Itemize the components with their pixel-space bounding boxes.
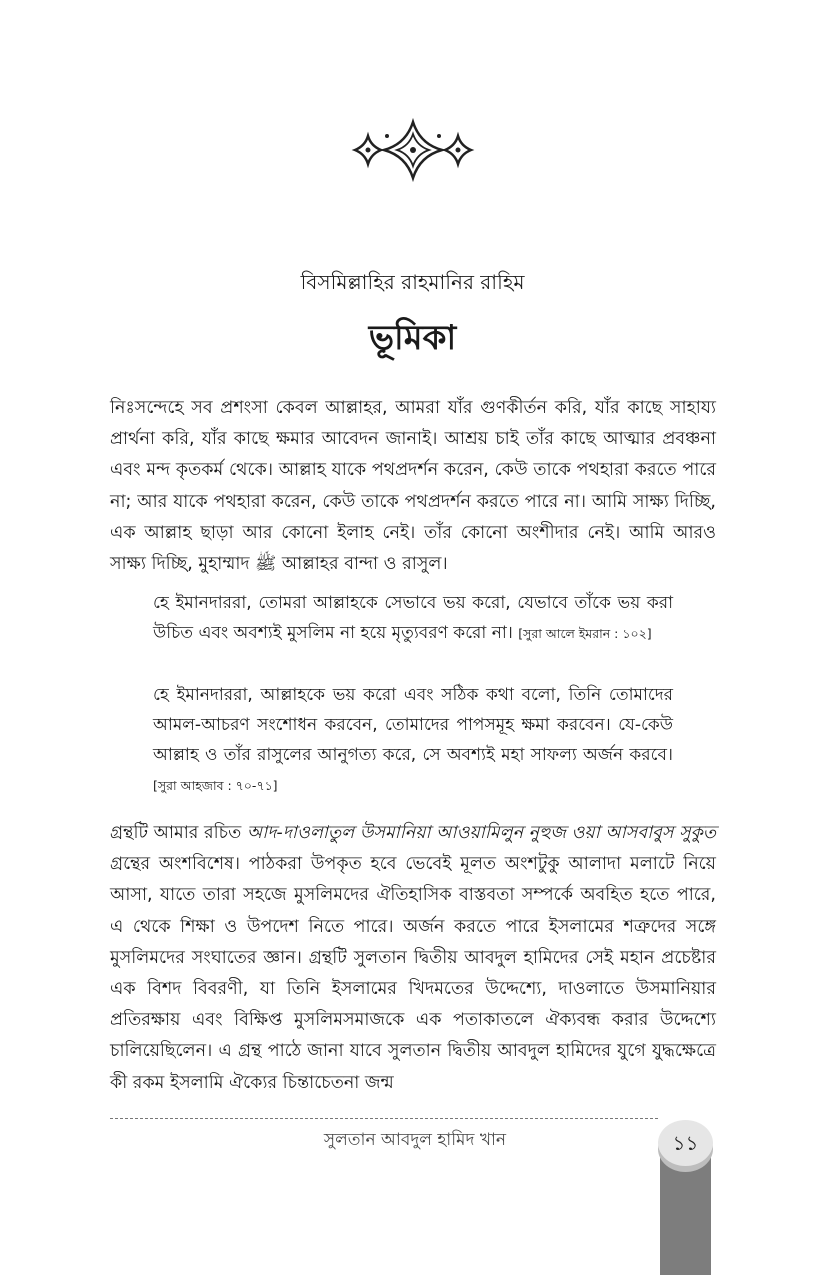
- paragraph-2-rest: গ্রন্থের অংশবিশেষ। পাঠকরা উপকৃত হবে ভেবেই মূলত অংশটুকু আলাদা মলাটে নিয়ে আসা, যাতে তারা সহজে মুসলিমদের ঐতিহাসিক বাস্তবতা সম্পর্কে অবহিত হতে পারে, এ থেকে শিক্ষা ও উপদেশ নিতে পারে। অর্জন করতে পারে ইসলামের শত্রুদের সঙ্গে মুসলিমদের সংঘাতের জ্ঞান। গ্রন্থটি সুলতান দ্বিতীয় আবদুল হামিদের সেই মহান প্রচেষ্টার এক বিশদ বিবরণী, যা তিনি ইসলামের খিদমতের উদ্দেশ্যে, দাওলাতে উসমানিয়ার প্রতিরক্ষায় এবং বিক্ষিপ্ত মুসলিমসমাজকে এক পতাকাতলে ঐক্যবন্ধ করার উদ্দেশ্যে চালিয়েছিলেন। এ গ্রন্থ পাঠে জানা যাবে সুলতান দ্বিতীয় আবদুল হামিদের যুগে যুদ্ধক্ষেত্রে কী রকম ইসলামি ঐক্যের চিন্তাচেতনা জন্ম: [110, 854, 716, 1093]
- quote-1-reference: [সুরা আলে ইমরান : ১০২]: [518, 626, 652, 641]
- intro-paragraph: নিঃসন্দেহে সব প্রশংসা কেবল আল্লাহর, আমরা যাঁর গুণকীর্তন করি, যাঁর কাছে সাহায্য প্রার্থনা করি, যাঁর কাছে ক্ষমার আবেদন জানাই। আশ্রয় চাই তাঁর কাছে আত্মার প্রবঞ্চনা এবং মন্দ কৃতকর্ম থেকে। আল্লাহ যাকে পথপ্রদর্শন করেন, কেউ তাকে পথহারা করতে পারে না; আর যাকে পথহারা করেন, কেউ তাকে পথপ্রদর্শন করতে পারে না। আমি সাক্ষ্য দিচ্ছি, এক আল্লাহ ছাড়া আর কোনো ইলাহ নেই। তাঁর কোনো অংশীদার নেই। আমি আরও সাক্ষ্য দিচ্ছি, মুহাম্মাদ ﷺ আল্লাহর বান্দা ও রাসুল।: [110, 398, 716, 575]
- book-title-italic: আদ-দাওলাতুল উসমানিয়া আওয়ামিলুন নুহুজ ওয়া আসবাবুস সুকুত: [246, 823, 716, 843]
- quote-block-1: [153, 588, 673, 649]
- page-number: ১১: [658, 1120, 713, 1166]
- running-title: সুলতান আবদুল হামিদ খান: [323, 1130, 507, 1150]
- bismillah-line: বিসমিল্লাহির রাহমানির রাহিম: [300, 270, 525, 294]
- paragraph-2-start: গ্রন্থটি আমার রচিত: [110, 823, 247, 843]
- quote-block-2: [153, 680, 673, 801]
- footer-divider: [110, 1118, 658, 1119]
- decorative-ornament-icon: [350, 118, 476, 182]
- book-description-paragraph: [110, 818, 716, 1099]
- quote-2-reference: [সুরা আহজাব : ৭০-৭১]: [153, 778, 278, 793]
- page-title: ভূমিকা: [368, 318, 457, 358]
- quote-2-text: হে ইমানদাররা, আল্লাহকে ভয় করো এবং সঠিক কথা বলো, তিনি তোমাদের আমল-আচরণ সংশোধন করবেন, তোমাদের পাপসমূহ ক্ষমা করবেন। যে-কেউ আল্লাহ ও তাঁর রাসুলের আনুগত্য করে, সে অবশ্যই মহা সাফল্য অর্জন করবে।: [153, 685, 673, 765]
- quote-1-text: হে ইমানদাররা, তোমরা আল্লাহকে সেভাবে ভয় করো, যেভাবে তাঁকে ভয় করা উচিত এবং অবশ্যই মুসলিম না হয়ে মৃত্যুবরণ করো না।: [153, 593, 673, 643]
- page-edge-tab: [660, 1150, 711, 1275]
